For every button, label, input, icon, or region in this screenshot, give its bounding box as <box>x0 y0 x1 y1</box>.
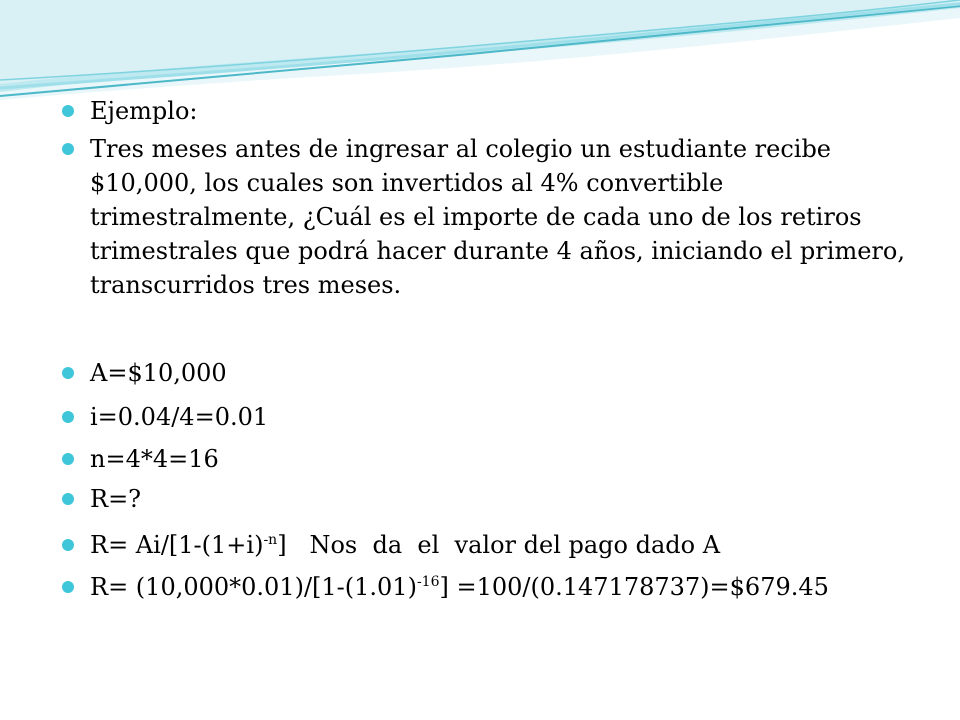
bullet-text: Ejemplo: <box>90 97 198 125</box>
formula-part: R= Ai/[1-(1+i) <box>90 531 264 559</box>
formula-part: ] =100/(0.147178737)=$679.45 <box>439 573 829 601</box>
result-line <box>90 570 930 604</box>
bullet-text: A=$10,000 <box>90 359 227 387</box>
exponent: -n <box>263 532 278 548</box>
circle-bullet-icon <box>62 493 74 505</box>
circle-bullet-icon <box>62 411 74 423</box>
circle-bullet-icon <box>62 105 74 117</box>
formula-part: R= (10,000*0.01)/[1-(1.01) <box>90 573 417 601</box>
circle-bullet-icon <box>62 453 74 465</box>
formula-line <box>90 528 930 562</box>
circle-bullet-icon <box>62 581 74 593</box>
exponent: -16 <box>416 574 440 590</box>
circle-bullet-icon <box>62 143 74 155</box>
bullet-text: R=? <box>90 485 142 513</box>
bullet-text: n=4*4=16 <box>90 445 219 473</box>
formula-part: ] Nos da el valor del pago dado A <box>277 531 721 559</box>
circle-bullet-icon <box>62 367 74 379</box>
circle-bullet-icon <box>62 539 74 551</box>
problem-statement: Tres meses antes de ingresar al colegio un estudiante recibe $10,000, los cuales son invertidos al 4% convertible trimestralmente, ¿Cuál es el importe de cada uno de los retiros trimestrales que podrá hacer durante 4 años, iniciando el primero, transcurridos tres meses. <box>90 135 913 299</box>
bullet-text: i=0.04/4=0.01 <box>90 403 269 431</box>
